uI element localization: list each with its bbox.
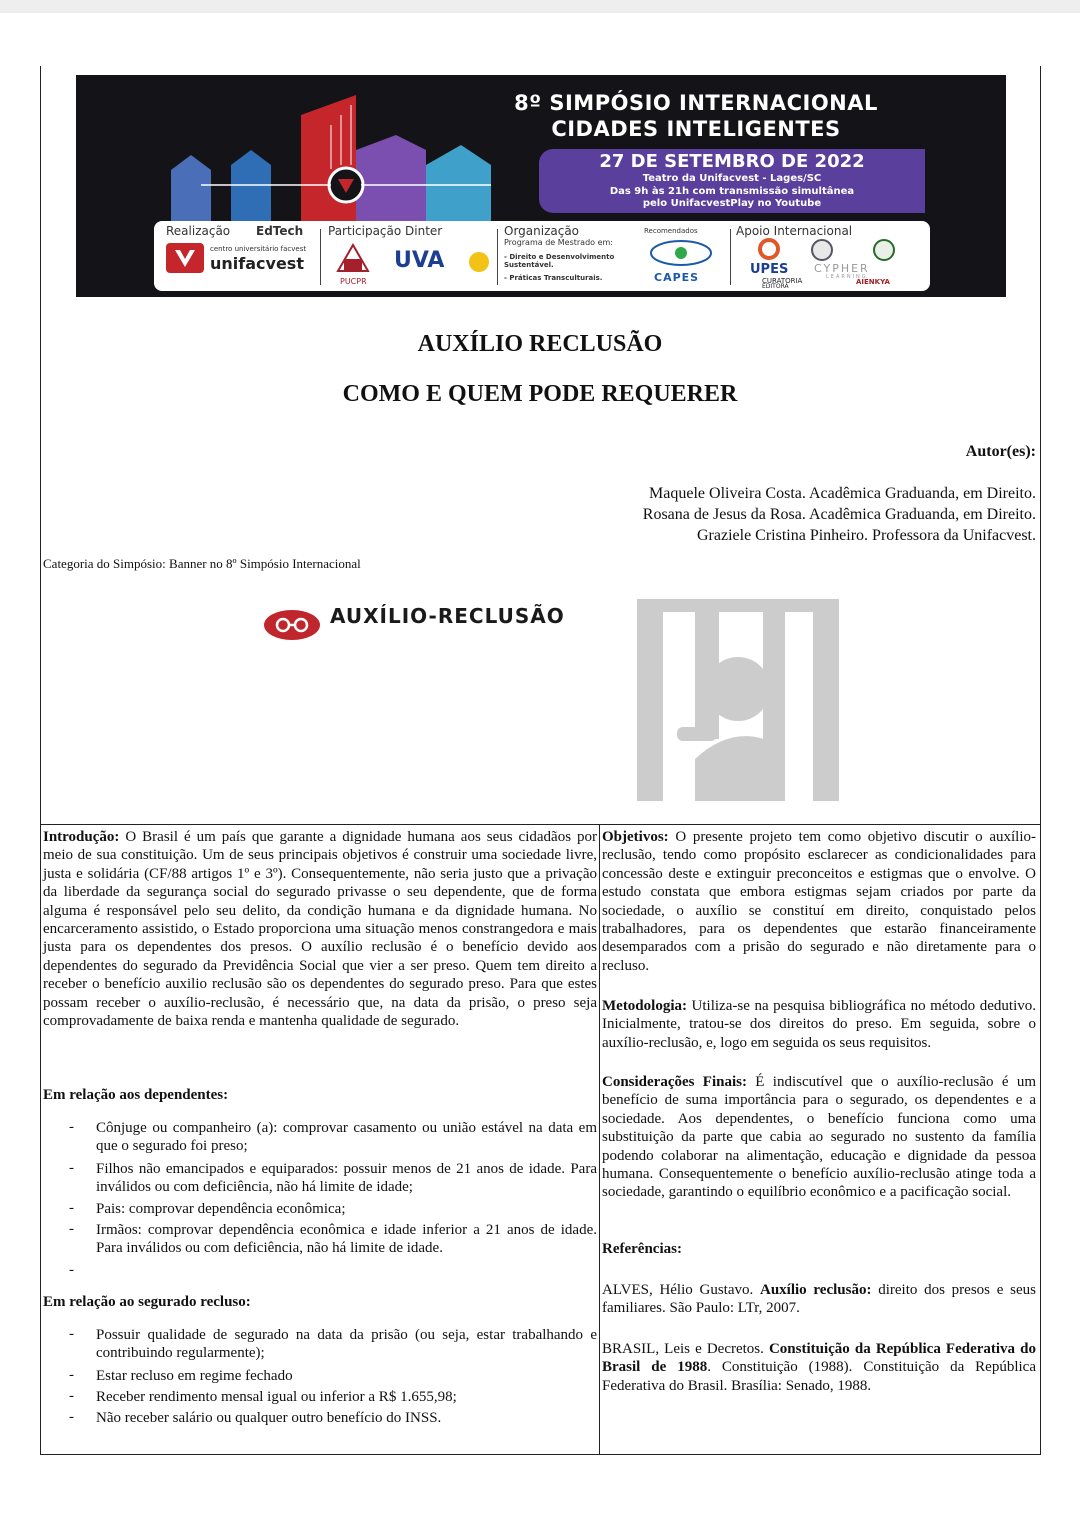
- banner-title-line2: CIDADES INTELIGENTES: [551, 117, 841, 141]
- learning-name: LEARNING: [826, 274, 868, 280]
- objetivos-paragraph: [602, 828, 1036, 975]
- list-bullet: -: [69, 1409, 74, 1425]
- unifacvest-logo-icon: [166, 243, 204, 273]
- author-line: Maquele Oliveira Costa. Acadêmica Graduanda, em Direito.: [649, 485, 1036, 502]
- reference-item: [602, 1281, 1036, 1318]
- realizacao-label: Realização: [166, 224, 231, 238]
- list-bullet: -: [69, 1388, 74, 1404]
- sustentavel-label: Sustentável.: [504, 261, 554, 269]
- symposium-category: Categoria do Simpósio: Banner no 8º Simpósio Internacional: [43, 556, 361, 571]
- page-title: AUXÍLIO RECLUSÃO: [417, 331, 663, 357]
- symposium-banner: [76, 75, 1006, 297]
- reference-author: BRASIL, Leis e Decretos.: [602, 1341, 769, 1357]
- banner-date: 27 DE SETEMBRO DE 2022: [599, 151, 865, 172]
- objetivos-label: Objetivos:: [602, 829, 669, 845]
- logo-divider: [320, 229, 321, 285]
- list-bullet: -: [69, 1221, 74, 1237]
- list-bullet: -: [69, 1326, 74, 1342]
- metodologia-label: Metodologia:: [602, 998, 687, 1014]
- reference-title: Auxílio reclusão:: [760, 1282, 872, 1298]
- upes-name: UPES: [750, 262, 789, 277]
- capes-logo-icon: [648, 238, 714, 268]
- viewer-top-bar: [0, 0, 1080, 13]
- uva-name: UVA: [394, 248, 445, 273]
- curatoria-name: CURATORIA: [762, 277, 803, 285]
- edtech-label: EdTech: [256, 224, 304, 238]
- reference-details: . Constituição (1988). Constituição da República Federativa do Brasil. Brasília: Senado, 1988.: [602, 1359, 1036, 1394]
- unifacvest-name: unifacvest: [210, 254, 304, 273]
- authors-heading: Autor(es):: [965, 443, 1036, 460]
- programa-label: Programa de Mestrado em:: [504, 238, 613, 247]
- author-line: Graziele Cristina Pinheiro. Professora da Unifacvest.: [696, 527, 1036, 544]
- referencias-heading: Referências:: [602, 1241, 682, 1257]
- list-bullet: -: [69, 1160, 74, 1176]
- objetivos-text: O presente projeto tem como objetivo discutir o auxílio-reclusão, tendo como propósito esclarecer as condicionalidades para concessão deste e extinguir preconceitos e estigmas que o envolve. O estudo constata que embora estigmas sejam criados por parte da sociedade, o auxílio se constituí em direito, conquistado pelos trabalhadores, para os dependentes que estarão financeiramente desemparados com a prisão do segurado e não diretamente para o recluso.: [602, 829, 1036, 974]
- list-bullet: -: [69, 1367, 74, 1383]
- partner-seal-icon: [808, 238, 836, 262]
- banner-title-line1: 8º SIMPÓSIO INTERNACIONAL: [514, 91, 878, 115]
- centro-label: centro universitário facvest: [210, 245, 307, 253]
- reference-details: direito dos presos e seus familiares. São Paulo: LTr, 2007.: [602, 1282, 1036, 1317]
- auxilio-reclusao-logo-icon: [262, 608, 322, 642]
- direito-label: - Direito e Desenvolvimento: [504, 253, 615, 261]
- capes-name: CAPES: [654, 271, 700, 284]
- segurado-heading: Em relação ao segurado recluso:: [43, 1294, 251, 1310]
- list-item: Filhos não emancipados e equiparados: possuir menos de 21 anos de idade. Para inválidos ou com deficiência, não há limite de idade;: [96, 1161, 597, 1196]
- list-item: Cônjuge ou companheiro (a): comprovar casamento ou união estável na data em que o segurado foi preso;: [96, 1120, 597, 1155]
- aienkya-name: AIENKYA: [856, 278, 890, 286]
- introduction-paragraph: [43, 828, 597, 1030]
- editora-name: EDITORA: [762, 283, 789, 290]
- metodologia-text: Utiliza-se na pesquisa bibliográfica no método dedutivo. Inicialmente, tratou-se dos direitos do preso. Em seguida, sobre o auxílio-reclusão, e, logo em seguida os seus requisitos.: [602, 998, 1036, 1051]
- uva-sun-icon: [468, 251, 490, 273]
- organizacao-label: Organização: [504, 224, 580, 238]
- pucpr-logo-icon: [334, 241, 372, 277]
- partner-seal-icon: [870, 238, 898, 262]
- reference-author: ALVES, Hélio Gustavo.: [602, 1282, 760, 1298]
- banner-location: Teatro da Unifacvest - Lages/SC: [642, 173, 822, 184]
- banner-sponsor-strip: [154, 221, 930, 291]
- reference-title: Constituição da República Federativa do Brasil de 1988: [602, 1341, 1036, 1376]
- consideracoes-text: É indiscutível que o auxílio-reclusão é um benefício de suma importância para o segurado, os dependentes e a sociedade. Aos dependentes, o benefício funciona como uma substituição da parte que cabia ao segurado no sustento da família podendo colaborar na alimentação, educação e dignidade da pessoa humana. Consequentemente o benefício auxílio-reclusão atinge toda a sociedade, garantindo o equilíbrio econômico e a pacificação social.: [602, 1074, 1036, 1201]
- list-item: Receber rendimento mensal igual ou inferior a R$ 1.655,98;: [96, 1389, 457, 1405]
- page-subtitle: COMO E QUEM PODE REQUERER: [342, 381, 738, 407]
- dependentes-heading: Em relação aos dependentes:: [43, 1087, 229, 1103]
- participacao-label: Participação Dinter: [328, 224, 443, 238]
- metodologia-paragraph: [602, 997, 1036, 1052]
- recomendados-label: Recomendados: [644, 227, 698, 235]
- list-item: Irmãos: comprovar dependência econômica e idade inferior a 21 anos de idade. Para inválidos ou com deficiência, não há limite de idade.: [96, 1222, 597, 1257]
- consideracoes-paragraph: [602, 1073, 1036, 1202]
- cypher-name: CYPHER: [814, 262, 870, 275]
- list-bullet: -: [69, 1262, 74, 1278]
- pucpr-name: PUCPR: [340, 277, 367, 286]
- list-item: Não receber salário ou qualquer outro benefício do INSS.: [96, 1410, 442, 1426]
- banner-hours: Das 9h às 21h com transmissão simultânea: [609, 186, 855, 197]
- list-item: Pais: comprovar dependência econômica;: [96, 1201, 346, 1217]
- introduction-text: O Brasil é um país que garante a dignidade humana aos seus cidadãos por meio de sua constituição. Um de seus principais objetivos é construir uma sociedade livre, justa e solidária (CF/88 artigos 1º e 3º). Consequentemente, não seria justo que a privação da liberdade da segurança social do segurado privasse o seu dependente, que de forma alguma é responsável pelo seu delito, da condição humana e da dignidade humana. No encarceramento assistido, o Estado proporciona uma situação menos constrangedora e mais justa para os dependentes dos presos. O auxílio reclusão é o benefício devido aos dependentes do segurado da Previdência Social que vier a ser preso. Quem tem direito a receber o benefício auxilio reclusão são os dependentes do segurado preso. Para que estes possam receber o auxílio-reclusão, é necessário que, na data da prisão, o preso seja comprovadamente de baixa renda e mantenha qualidade de segurado.: [43, 829, 597, 1030]
- consideracoes-label: Considerações Finais:: [602, 1074, 747, 1090]
- apoio-label: Apoio Internacional: [736, 224, 853, 238]
- reference-item: [602, 1340, 1036, 1395]
- list-bullet: -: [69, 1200, 74, 1216]
- partner-c-logo-icon: [756, 238, 782, 260]
- banner-stream: pelo UnifacvestPlay no Youtube: [642, 198, 822, 209]
- logo-divider: [497, 229, 498, 285]
- list-item: Estar recluso em regime fechado: [96, 1368, 293, 1384]
- table-row-divider: [40, 824, 1040, 825]
- prisoner-behind-bars-icon: [637, 599, 839, 801]
- praticas-label: - Práticas Transculturais.: [504, 274, 603, 282]
- author-line: Rosana de Jesus da Rosa. Acadêmica Graduanda, em Direito.: [642, 506, 1036, 523]
- logo-divider: [730, 229, 731, 285]
- introduction-label: Introdução:: [43, 829, 120, 845]
- list-item: Possuir qualidade de segurado na data da prisão (ou seja, estar trabalhando e contribuindo regularmente);: [96, 1327, 597, 1362]
- list-bullet: -: [69, 1119, 74, 1135]
- table-column-divider: [599, 824, 600, 1454]
- auxilio-reclusao-logo-text: AUXÍLIO-RECLUSÃO: [330, 604, 565, 628]
